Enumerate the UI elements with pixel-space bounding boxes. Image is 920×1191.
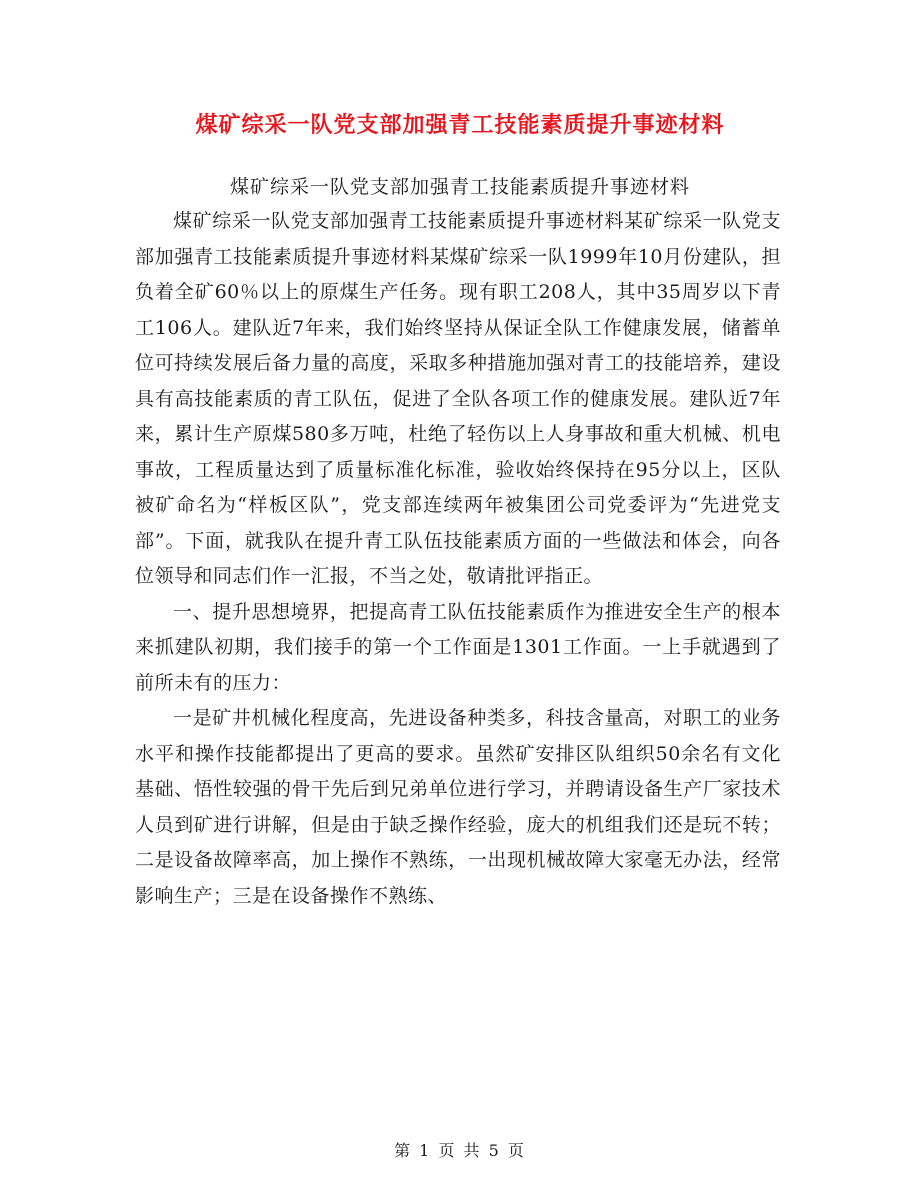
page-title: 煤矿综采一队党支部加强青工技能素质提升事迹材料 [195, 113, 725, 138]
page-number-footer: 第 1 页 共 5 页 [394, 1141, 526, 1160]
paragraph: 一是矿井机械化程度高，先进设备种类多，科技含量高，对职工的业务水平和操作技能都提出了更高的要求。虽然矿安排区队组织50余名有文化基础、悟性较强的骨干先后到兄弟单位进行学习，并聘请设备生产厂家技术人员到矿进行讲解，但是由于缺乏操作经验，庞大的机组我们还是玩不转；二是设备故障率高，加上操作不熟练，一出现机械故障大家毫无办法，经常影响生产；三是在设备操作不熟练、 [135, 707, 781, 907]
document-body [135, 204, 781, 914]
paragraph: 煤矿综采一队党支部加强青工技能素质提升事迹材料某矿综采一队党支部加强青工技能素质提升事迹材料某煤矿综采一队1999年10月份建队，担负着全矿60％以上的原煤生产任务。现有职工208人，其中35周岁以下青工106人。建队近7年来，我们始终坚持从保证全队工作健康发展，储蓄单位可持续发展后备力量的高度，采取多种措施加强对青工的技能培养，建设具有高技能素质的青工队伍，促进了全队各项工作的健康发展。建队近7年来，累计生产原煤580多万吨，杜绝了轻伤以上人身事故和重大机械、机电事故，工程质量达到了质量标准化标准，验收始终保持在95分以上，区队被矿命名为“样板区队”，党支部连续两年被集团公司党委评为“先进党支部”。下面，就我队在提升青工队伍技能素质方面的一些做法和体会，向各位领导和同志们作一汇报，不当之处，敬请批评指正。 [135, 210, 781, 587]
document-subtitle: 煤矿综采一队党支部加强青工技能素质提升事迹材料 [229, 176, 690, 198]
paragraph: 一、提升思想境界，把提高青工队伍技能素质作为推进安全生产的根本来抓建队初期，我们接手的第一个工作面是1301工作面。一上手就遇到了前所未有的压力： [135, 600, 781, 694]
